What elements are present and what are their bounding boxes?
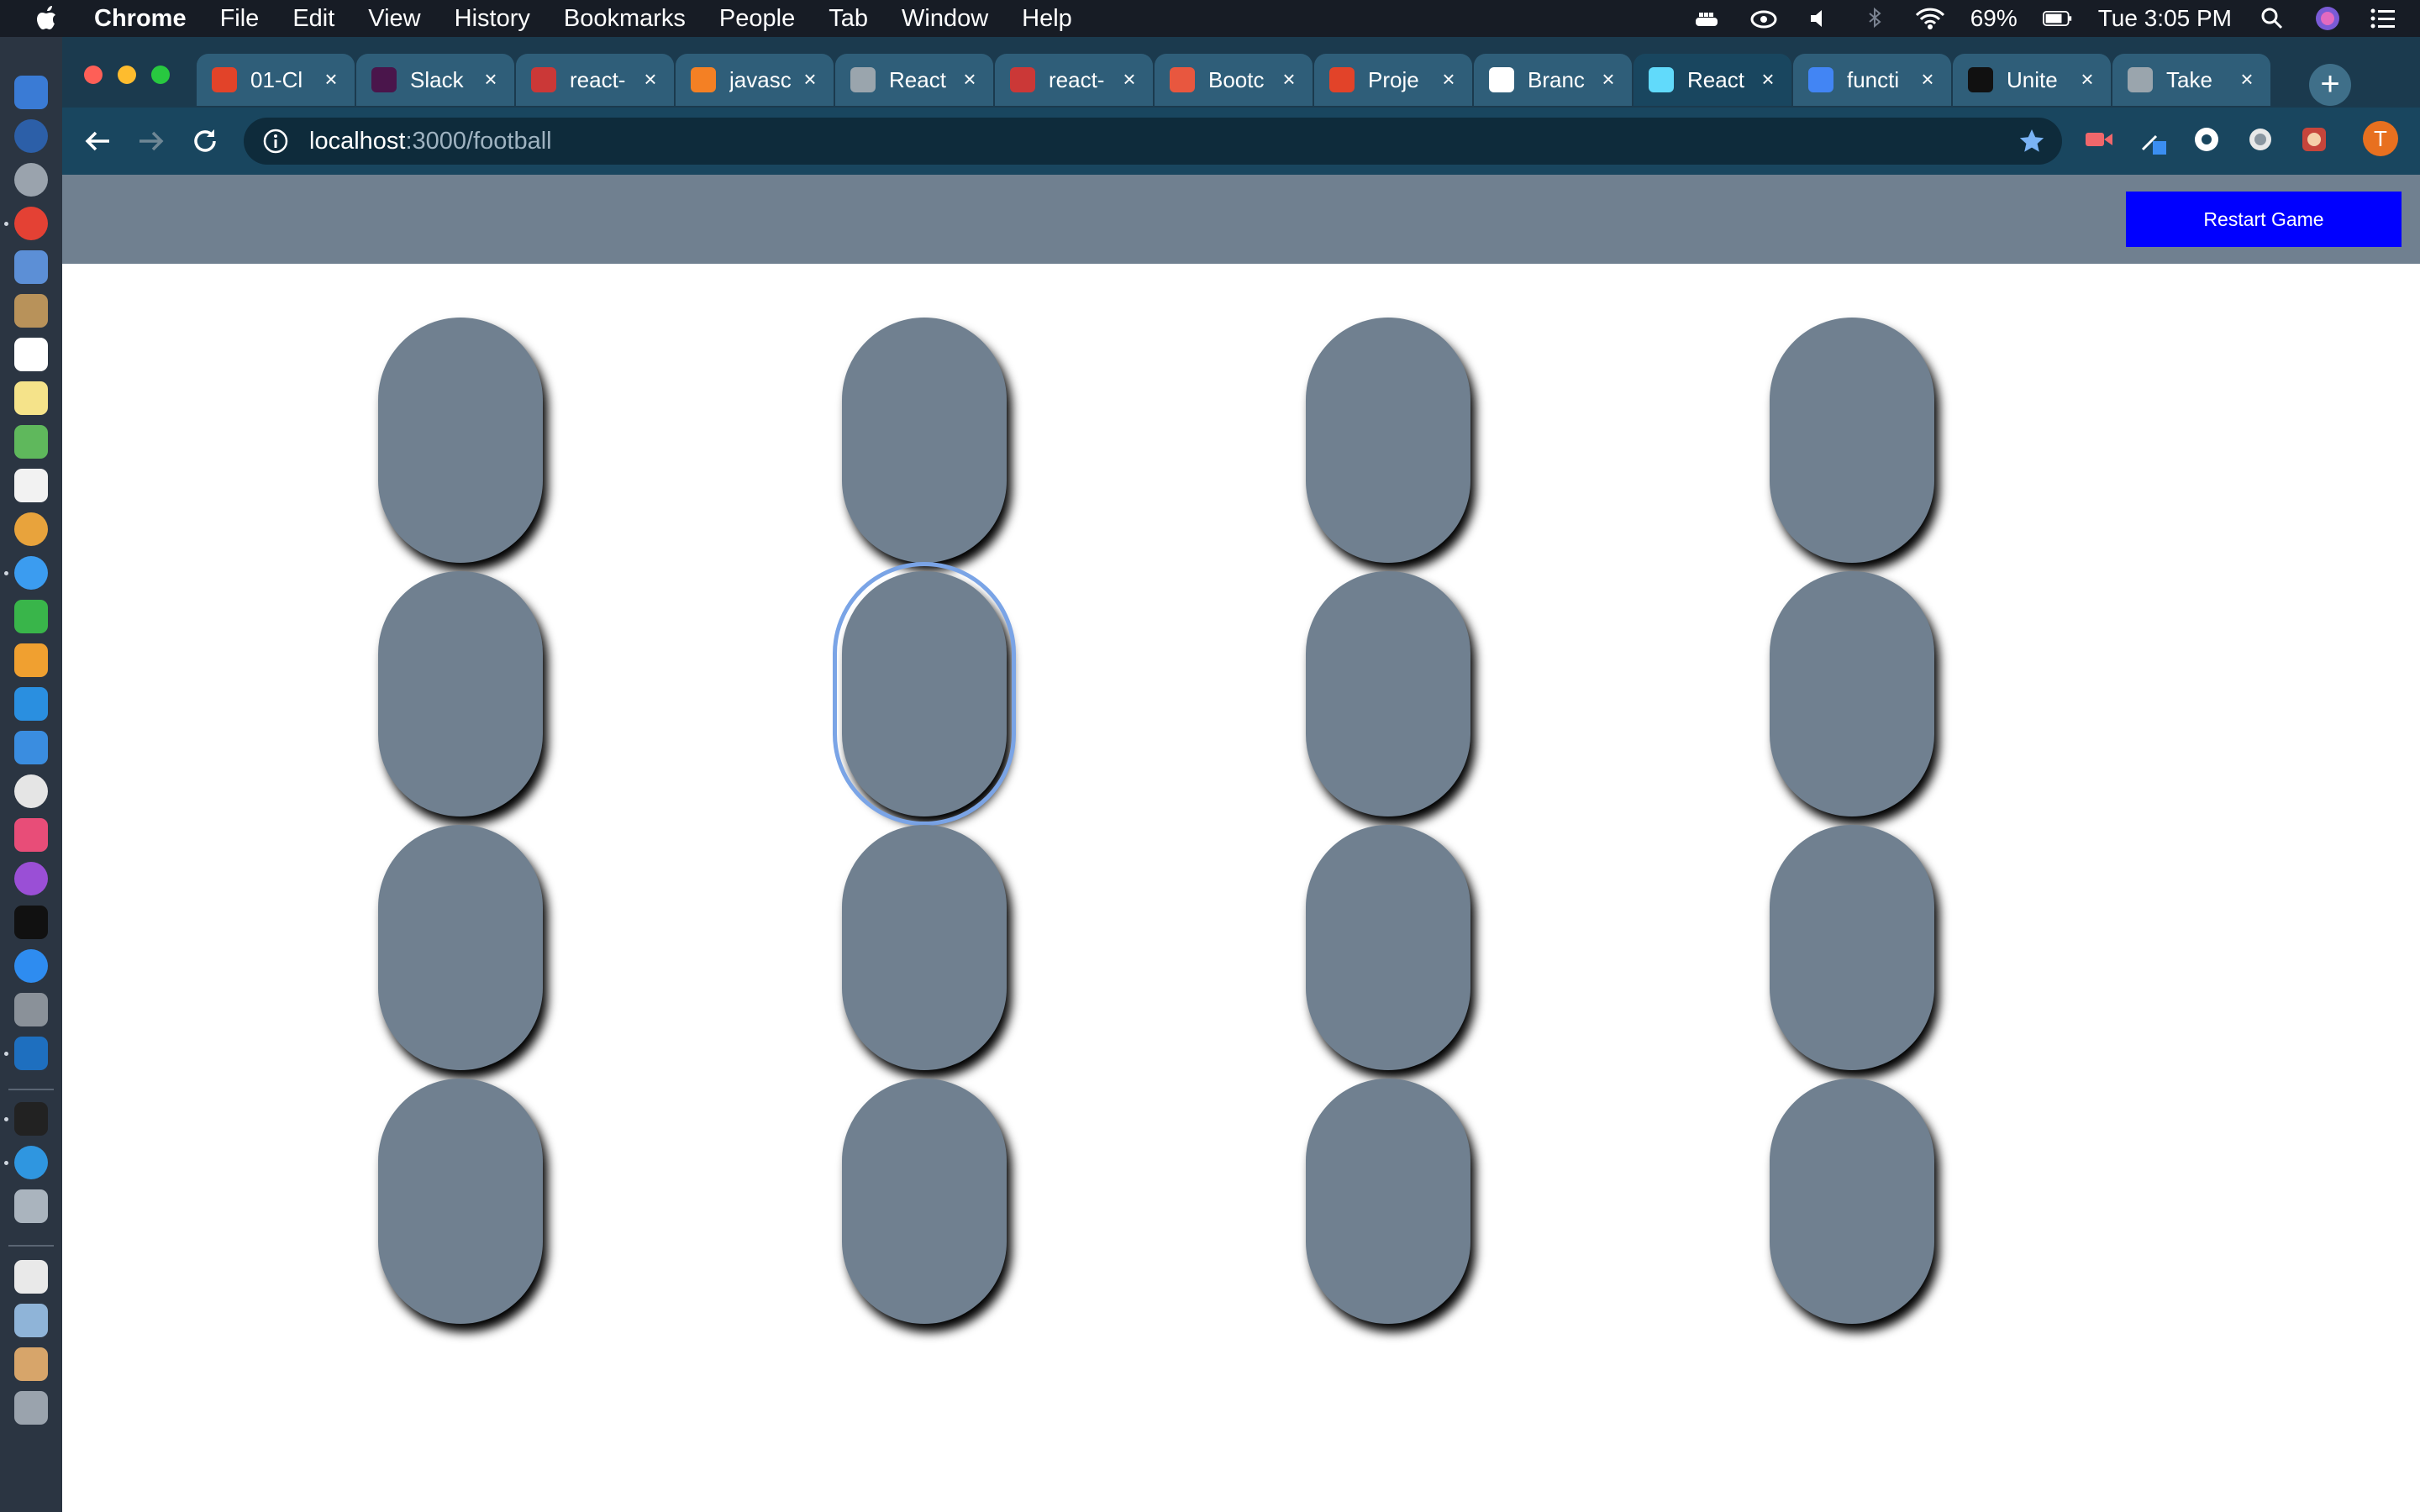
profile-avatar[interactable]: T	[2363, 121, 2398, 156]
tab-title: React	[1687, 66, 1744, 92]
running-indicator	[4, 1161, 8, 1165]
keynote-icon[interactable]	[14, 731, 48, 764]
site-info-icon[interactable]	[262, 128, 289, 155]
preview-icon[interactable]	[14, 250, 48, 284]
slack-icon	[371, 67, 397, 92]
browser-tab[interactable]	[356, 54, 514, 106]
browser-tab[interactable]	[1793, 54, 1951, 106]
menu-app-name[interactable]: Chrome	[94, 4, 187, 32]
apple-menu-icon[interactable]	[30, 2, 64, 35]
menu-help[interactable]: Help	[1022, 4, 1072, 32]
news-icon[interactable]	[14, 774, 48, 808]
running-indicator	[4, 1052, 8, 1056]
browser-tab[interactable]	[1314, 54, 1472, 106]
tab-title: Branc	[1528, 66, 1585, 92]
dock	[0, 37, 63, 1512]
npm-icon	[531, 67, 556, 92]
apple-icon	[2128, 67, 2153, 92]
menu-history[interactable]: History	[454, 4, 530, 32]
running-indicator	[4, 1117, 8, 1121]
close-tab-icon[interactable]: ×	[644, 66, 657, 92]
globe-icon	[850, 67, 876, 92]
new-tab-button[interactable]: +	[2309, 64, 2351, 106]
game-cell[interactable]	[1306, 1079, 1470, 1324]
url-path: :3000/football	[405, 127, 552, 155]
launchpad-icon[interactable]	[14, 163, 48, 197]
browser-tab[interactable]	[995, 54, 1153, 106]
game-cell[interactable]	[1306, 318, 1470, 563]
game-cell[interactable]	[1770, 318, 1934, 563]
minimize-window-button[interactable]	[118, 66, 136, 84]
address-bar[interactable]	[244, 118, 2062, 165]
stackoverflow-icon	[691, 67, 716, 92]
menu-people[interactable]: People	[718, 4, 796, 32]
finder-icon[interactable]	[14, 76, 48, 109]
close-tab-icon[interactable]: ×	[803, 66, 817, 92]
url-text[interactable]	[309, 128, 552, 155]
browser-toolbar	[62, 108, 2420, 175]
system-preferences-icon[interactable]	[14, 993, 48, 1026]
dock-separator	[8, 1245, 54, 1247]
game-cell[interactable]	[1770, 825, 1934, 1070]
google-icon	[1808, 67, 1833, 92]
browser-tab[interactable]	[676, 54, 834, 106]
screenshot-thumbnail-icon[interactable]	[14, 1189, 48, 1223]
browser-tab[interactable]	[2112, 54, 2270, 106]
close-tab-icon[interactable]: ×	[1761, 66, 1775, 92]
tab-title: functi	[1847, 66, 1900, 92]
running-indicator	[4, 222, 8, 226]
tab-title: react-	[1049, 66, 1105, 92]
close-tab-icon[interactable]: ×	[1921, 66, 1934, 92]
menu-bar	[0, 0, 2420, 37]
gitlab-icon	[1329, 67, 1355, 92]
tab-title: Unite	[2007, 66, 2058, 92]
apple-tv-icon[interactable]	[14, 906, 48, 939]
creative-cloud-icon[interactable]	[1749, 6, 1779, 31]
extension-video-icon[interactable]	[2082, 123, 2116, 156]
menu-bookmarks[interactable]: Bookmarks	[563, 4, 686, 32]
browser-window	[62, 37, 2420, 1512]
music-icon[interactable]	[14, 818, 48, 852]
npm-icon	[1010, 67, 1035, 92]
back-button[interactable]	[79, 123, 116, 160]
close-window-button[interactable]	[84, 66, 103, 84]
notes-icon[interactable]	[14, 381, 48, 415]
trash-icon[interactable]	[14, 1391, 48, 1425]
extension-react-devtools-icon[interactable]	[2190, 123, 2223, 156]
document-icon[interactable]	[14, 1260, 48, 1294]
game-navbar	[62, 175, 2420, 264]
browser-tab[interactable]	[1155, 54, 1313, 106]
browser-tab[interactable]	[1953, 54, 2111, 106]
close-tab-icon[interactable]: ×	[324, 66, 338, 92]
tab-title: Slack	[410, 66, 464, 92]
calendar-icon[interactable]	[14, 338, 48, 371]
extension-eyedropper-icon[interactable]	[2136, 123, 2170, 156]
podcasts-icon[interactable]	[14, 862, 48, 895]
close-tab-icon[interactable]: ×	[2240, 66, 2254, 92]
battery-percent: 69%	[1970, 5, 2018, 31]
bootcamp-icon	[1170, 67, 1195, 92]
page-content	[62, 175, 2420, 1512]
bookmark-star-icon[interactable]	[2018, 128, 2045, 155]
close-tab-icon[interactable]: ×	[484, 66, 497, 92]
docker-status-icon[interactable]	[1693, 6, 1723, 31]
browser-tab[interactable]	[835, 54, 993, 106]
siri-icon[interactable]	[2312, 6, 2343, 31]
restart-game-button[interactable]: Restart Game	[2126, 192, 2402, 247]
menu-view[interactable]: View	[368, 4, 421, 32]
tab-title: javasc	[729, 66, 792, 92]
menu-edit[interactable]: Edit	[292, 4, 335, 32]
terminal-icon[interactable]	[14, 1102, 48, 1136]
reminders-icon[interactable]	[14, 469, 48, 502]
photos-icon[interactable]	[14, 512, 48, 546]
downloads-stack-icon[interactable]	[14, 1304, 48, 1337]
chrome-dock-icon[interactable]	[14, 207, 48, 240]
close-tab-icon[interactable]: ×	[963, 66, 976, 92]
volume-icon[interactable]	[1804, 6, 1834, 31]
game-cell[interactable]	[1306, 571, 1470, 816]
menu-file[interactable]: File	[219, 4, 260, 32]
nyt-icon	[1968, 67, 1993, 92]
maps-icon[interactable]	[14, 425, 48, 459]
browser-tab[interactable]	[197, 54, 355, 106]
game-cell[interactable]	[378, 825, 543, 1070]
docker-dock-icon[interactable]	[14, 1146, 48, 1179]
numbers-icon[interactable]	[14, 687, 48, 721]
extension-puzzle-icon[interactable]	[2297, 123, 2331, 156]
game-cell[interactable]	[378, 1079, 543, 1324]
tab-title: 01-Cl	[250, 66, 303, 92]
contacts-icon[interactable]	[14, 294, 48, 328]
extension-circle-icon[interactable]	[2244, 123, 2277, 156]
close-tab-icon[interactable]: ×	[1442, 66, 1455, 92]
tab-title: Proje	[1368, 66, 1419, 92]
browser-tab[interactable]	[1634, 54, 1791, 106]
running-indicator	[4, 571, 8, 575]
gitlab-icon	[212, 67, 237, 92]
browser-tab[interactable]	[1474, 54, 1632, 106]
browser-tab[interactable]	[516, 54, 674, 106]
menu-tab[interactable]: Tab	[829, 4, 868, 32]
app-store-icon[interactable]	[14, 949, 48, 983]
zoom-window-button[interactable]	[151, 66, 170, 84]
folder-stack-icon[interactable]	[14, 1347, 48, 1381]
close-tab-icon[interactable]: ×	[2081, 66, 2094, 92]
game-cell[interactable]	[1770, 571, 1934, 816]
tab-title: react-	[570, 66, 626, 92]
game-cell[interactable]	[1306, 825, 1470, 1070]
url-host: localhost	[309, 127, 406, 155]
close-tab-icon[interactable]: ×	[1282, 66, 1296, 92]
game-cell[interactable]	[1770, 1079, 1934, 1324]
tab-strip	[62, 37, 2420, 108]
wifi-icon[interactable]	[1915, 6, 1945, 31]
bluetooth-icon[interactable]	[1860, 6, 1890, 31]
spotlight-search-icon[interactable]	[2257, 6, 2287, 31]
vscode-icon[interactable]	[14, 1037, 48, 1070]
game-cell[interactable]	[842, 825, 1007, 1070]
menu-window[interactable]: Window	[902, 4, 989, 32]
game-cell[interactable]	[378, 318, 543, 563]
menu-clock[interactable]: Tue 3:05 PM	[2097, 5, 2232, 31]
game-cell[interactable]	[378, 571, 543, 816]
game-cell[interactable]	[842, 1079, 1007, 1324]
forward-button[interactable]	[133, 123, 170, 160]
messages-icon[interactable]	[14, 556, 48, 590]
battery-icon[interactable]	[2043, 6, 2073, 31]
tab-title: React	[889, 66, 946, 92]
dock-separator	[8, 1089, 54, 1090]
notification-center-icon[interactable]	[2368, 6, 2398, 31]
react-icon	[1649, 67, 1674, 92]
tab-title: Take	[2166, 66, 2212, 92]
game-cell[interactable]	[842, 571, 1007, 816]
facetime-icon[interactable]	[14, 600, 48, 633]
close-tab-icon[interactable]: ×	[1602, 66, 1615, 92]
github-icon	[1489, 67, 1514, 92]
game-cell[interactable]	[842, 318, 1007, 563]
close-tab-icon[interactable]: ×	[1123, 66, 1136, 92]
reload-button[interactable]	[187, 123, 224, 160]
tab-title: Bootc	[1208, 66, 1265, 92]
siri-dock-icon[interactable]	[14, 119, 48, 153]
pages-icon[interactable]	[14, 643, 48, 677]
